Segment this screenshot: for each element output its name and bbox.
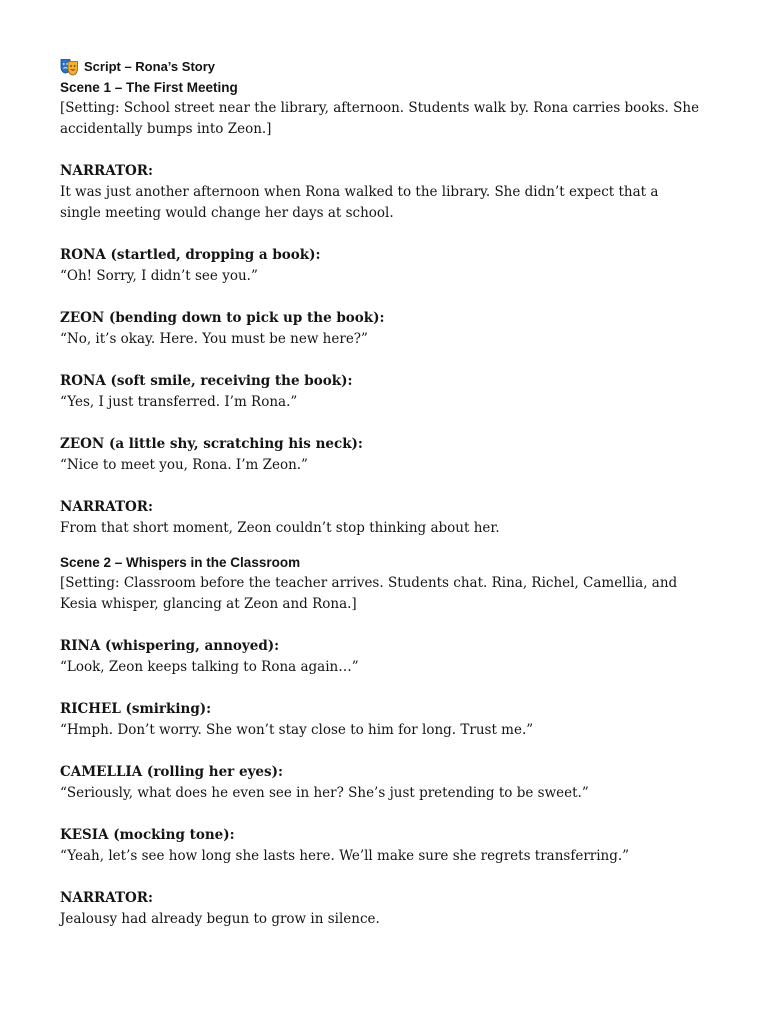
dialogue-line: Jealousy had already begun to grow in silence. <box>60 911 380 927</box>
dialogue-block <box>60 161 700 224</box>
scene-2-setting: [Setting: Classroom before the teacher arrives. Students chat. Rina, Richel, Camellia, and Kesia whisper, glancing at Zeon and Rona.] <box>60 575 678 612</box>
dialogue-line: “Seriously, what does he even see in her? She’s just pretending to be sweet.” <box>60 785 589 801</box>
dialogue-line: From that short moment, Zeon couldn’t stop thinking about her. <box>60 520 500 536</box>
dialogue-line: “Look, Zeon keeps talking to Rona again…” <box>60 659 359 675</box>
dialogue-block <box>60 245 700 287</box>
dialogue-block <box>60 371 700 413</box>
dialogue-block <box>60 762 700 804</box>
speaker-label: RINA (whispering, annoyed): <box>60 638 280 654</box>
speaker-label: NARRATOR: <box>60 499 153 515</box>
scene-1-heading: Scene 1 – The First Meeting <box>60 80 238 95</box>
speaker-label: NARRATOR: <box>60 890 153 906</box>
dialogue-block <box>60 434 700 476</box>
dialogue-line: “No, it’s okay. Here. You must be new here?” <box>60 331 368 347</box>
script-title: Script – Rona’s Story <box>84 59 215 74</box>
speaker-label: RICHEL (smirking): <box>60 701 212 717</box>
dialogue-block <box>60 497 700 539</box>
speaker-label: RONA (startled, dropping a book): <box>60 247 321 263</box>
script-content <box>60 56 700 930</box>
dialogue-block <box>60 825 700 867</box>
dialogue-line: “Nice to meet you, Rona. I’m Zeon.” <box>60 457 308 473</box>
scene-2-heading: Scene 2 – Whispers in the Classroom <box>60 555 301 570</box>
script-title-line <box>60 56 700 77</box>
speaker-label: ZEON (bending down to pick up the book): <box>60 310 385 326</box>
theater-masks-icon <box>60 58 79 76</box>
speaker-label: CAMELLIA (rolling her eyes): <box>60 764 283 780</box>
dialogue-line: “Oh! Sorry, I didn’t see you.” <box>60 268 258 284</box>
dialogue-line: “Yes, I just transferred. I’m Rona.” <box>60 394 298 410</box>
dialogue-block <box>60 308 700 350</box>
speaker-label: NARRATOR: <box>60 163 153 179</box>
speaker-label: RONA (soft smile, receiving the book): <box>60 373 353 389</box>
dialogue-block <box>60 636 700 678</box>
scene-1-setting: [Setting: School street near the library, afternoon. Students walk by. Rona carries books. She accidentally bumps into Zeon.] <box>60 100 700 137</box>
dialogue-line: “Yeah, let’s see how long she lasts here. We’ll make sure she regrets transferring.” <box>60 848 630 864</box>
dialogue-block <box>60 699 700 741</box>
speaker-label: ZEON (a little shy, scratching his neck): <box>60 436 363 452</box>
dialogue-line: It was just another afternoon when Rona walked to the library. She didn’t expect that a single meeting would change her days at school. <box>60 184 659 221</box>
speaker-label: KESIA (mocking tone): <box>60 827 235 843</box>
dialogue-block <box>60 888 700 930</box>
dialogue-line: “Hmph. Don’t worry. She won’t stay close to him for long. Trust me.” <box>60 722 534 738</box>
